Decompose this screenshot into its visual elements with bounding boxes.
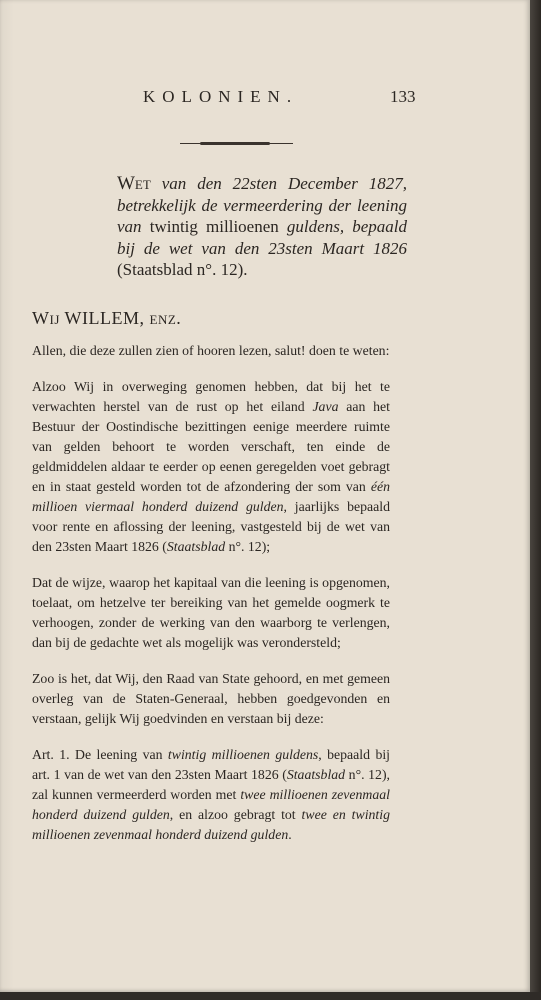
law-title-upright-2: (Staatsblad n°. 12). bbox=[117, 260, 248, 279]
p2-text-e: , jaarlijks bepaald voor rente en aflossing der leening, vastgesteld bij de wet van den 23sten Maart 1826 ( bbox=[32, 499, 390, 554]
p5-text-a: Art. 1. De leening van bbox=[32, 747, 168, 762]
p5-text-c: , bepaald bij art. 1 van de wet van den 23sten Maart 1826 ( bbox=[32, 747, 391, 782]
p5-text-b: twintig millioenen guldens bbox=[167, 747, 319, 762]
page-edge-shadow bbox=[530, 0, 541, 1000]
paragraph-considerations bbox=[32, 377, 390, 557]
paragraph-article-1 bbox=[32, 745, 390, 845]
law-title-upright-1: twintig millioenen bbox=[149, 217, 279, 236]
running-head: KOLONIEN. bbox=[143, 87, 299, 106]
p5-text-d: Staatsblad bbox=[286, 767, 346, 782]
paragraph-salutation: Allen, die deze zullen zien of hooren lezen, salut! doen te weten: bbox=[32, 343, 390, 358]
p2-text-c: aan het Bestuur der Oostindische bezittingen eenige meerdere ruimte van gelden behoort te worden verschaft, ten einde de geldmiddelen aldaar te eerder op eenen geregelden voet gebragt en in staat gesteld worden tot de afzondering der som van bbox=[32, 399, 391, 494]
law-title-italic-2: guldens, bepaald bij de wet van den 23sten Maart 1826 bbox=[117, 217, 407, 258]
law-title bbox=[117, 173, 407, 281]
p2-text-d: één millioen viermaal honderd duizend gulden bbox=[32, 479, 390, 514]
page-number: 133 bbox=[390, 87, 416, 106]
law-title-first-word: Wet bbox=[117, 173, 151, 194]
p2-text-a: Alzoo Wij in overweging genomen hebben, dat bij het te verwachten herstel van de rust op het eiland bbox=[32, 379, 390, 414]
p5-text-f: twee millioenen zevenmaal honderd duizend gulden bbox=[32, 787, 391, 822]
p5-text-g: , en alzoo gebragt tot bbox=[169, 807, 302, 822]
p2-text-f: Staatsblad bbox=[166, 539, 226, 554]
paragraph-method: Dat de wijze, waarop het kapitaal van die leening is opgenomen, toelaat, om hetzelve ter bereiking van het gemelde oogmerk te verhoogen, zonder de werking van den waarborg te verlengen, dan bij de gedachte wet als mogelijk was verondersteld; bbox=[32, 575, 390, 650]
body-text bbox=[32, 341, 390, 861]
law-title-italic-1: van den 22sten December 1827, betrekkelijk de vermeerdering der leening van bbox=[117, 174, 407, 236]
p5-text-i: . bbox=[288, 827, 292, 842]
p2-text-b: Java bbox=[312, 399, 339, 414]
p5-text-e: n°. 12), zal kunnen vermeerderd worden met bbox=[32, 767, 390, 802]
p2-text-g: n°. 12); bbox=[225, 539, 271, 554]
paragraph-enactment: Zoo is het, dat Wij, den Raad van State gehoord, en met gemeen overleg van de Staten-Generaal, hebben goedgevonden en verstaan, gelijk Wij goedvinden en verstaan bij deze: bbox=[32, 671, 390, 726]
p5-text-h: twee en twintig millioenen zevenmaal honderd duizend gulden bbox=[32, 807, 390, 842]
section-heading: Wij WILLEM, enz. bbox=[32, 308, 182, 328]
ornamental-rule bbox=[180, 143, 293, 144]
page-bottom-shadow bbox=[0, 992, 541, 1000]
